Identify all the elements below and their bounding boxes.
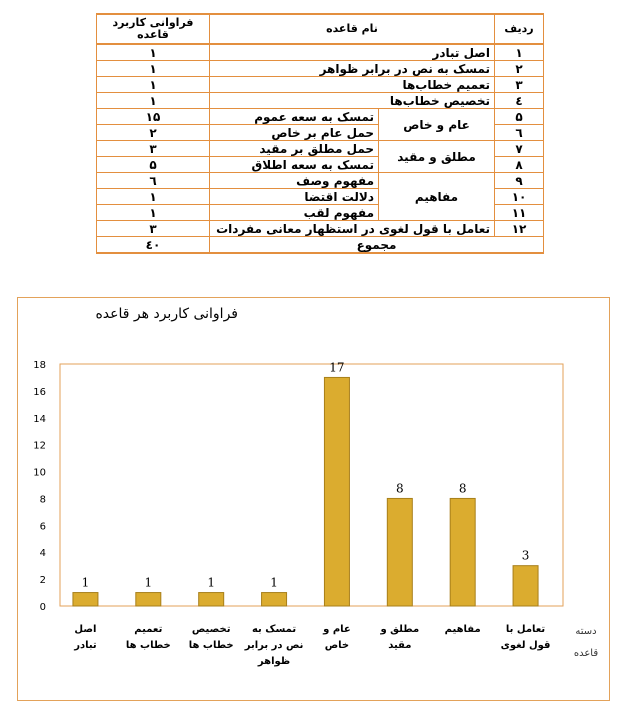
table-row [97, 109, 544, 125]
x-category-label: خطاب ها [188, 640, 234, 651]
y-tick-label: 12 [33, 440, 46, 452]
bar-value-label: 1 [270, 575, 278, 590]
table-row [97, 61, 544, 77]
y-tick-label: 6 [39, 521, 46, 533]
rule-frequency: ٦ [97, 173, 210, 189]
row-number: ۱۱ [495, 205, 544, 221]
x-category-label: تمسک به [251, 624, 297, 635]
table-row [97, 141, 544, 157]
x-category-label: عام و [323, 624, 351, 635]
bar [136, 593, 161, 606]
x-category-label: اصل [74, 624, 97, 635]
row-number: ۹ [495, 173, 544, 189]
rule-name: تخصیص خطاب‌ها [210, 93, 495, 109]
rule-name: تعامل با قول لغوی در استظهار معانی مفردات [210, 221, 495, 237]
row-category: عام و خاص [379, 109, 495, 141]
total-label: مجموع [210, 237, 544, 254]
x-category-label: مطلق و [380, 624, 420, 635]
rule-name: تمسک به نص در برابر ظواهر [210, 61, 495, 77]
rule-frequency: ۱ [97, 44, 210, 61]
rule-frequency: ۱۵ [97, 109, 210, 125]
bar [262, 593, 287, 606]
y-tick-label: 8 [39, 494, 46, 506]
header-frequency: فراوانی کاربرد قاعده [97, 14, 210, 44]
bar [513, 566, 538, 606]
x-category-label: خاص [324, 640, 350, 651]
rule-name: حمل عام بر خاص [210, 125, 379, 141]
row-number: ٤ [495, 93, 544, 109]
bar-value-label: 17 [329, 360, 345, 375]
bar-value-label: 1 [207, 575, 216, 590]
bar-value-label: 8 [395, 481, 404, 496]
rule-name: تمسک به سعه عموم [210, 109, 379, 125]
rule-name: تمسک به سعه اطلاق [210, 157, 379, 173]
row-number: ۵ [495, 109, 544, 125]
row-category: مفاهیم [379, 173, 495, 221]
bar-chart [18, 298, 611, 702]
table-row [97, 44, 544, 61]
row-number: ۲ [495, 61, 544, 77]
bar-value-label: 3 [521, 548, 530, 563]
row-number: ۱۰ [495, 189, 544, 205]
chart-title: فراوانی کاربرد هر قاعده [95, 306, 238, 322]
row-number: ۱۲ [495, 221, 544, 237]
rule-frequency: ۱ [97, 189, 210, 205]
plot-area [60, 364, 563, 606]
bar [324, 377, 349, 606]
x-category-label: قول لغوی [500, 640, 551, 651]
row-number: ۷ [495, 141, 544, 157]
x-category-label: مفاهیم [444, 624, 481, 635]
y-tick-label: 16 [33, 386, 46, 398]
rule-name: دلالت اقتضا [210, 189, 379, 205]
rule-frequency: ۱ [97, 61, 210, 77]
bar-value-label: 1 [144, 575, 153, 590]
row-number: ۳ [495, 77, 544, 93]
bar [387, 498, 412, 606]
x-category-label: تخصیص [191, 624, 231, 635]
table-row [97, 93, 544, 109]
rule-frequency: ۳ [97, 141, 210, 157]
x-category-label: نص در برابر [244, 640, 304, 651]
header-row-no: ردیف [495, 14, 544, 44]
x-category-label: ظواهر [257, 656, 291, 667]
bar [199, 593, 224, 606]
bar-value-label: 1 [81, 575, 90, 590]
row-number: ۸ [495, 157, 544, 173]
bar [450, 498, 475, 606]
chart-frame [17, 297, 610, 701]
x-category-label: مقید [388, 640, 412, 651]
rule-name: مفهوم لقب [210, 205, 379, 221]
header-rule-name: نام قاعده [210, 14, 495, 44]
row-category: مطلق و مقید [379, 141, 495, 173]
x-category-label: تبادر [74, 640, 97, 651]
y-tick-label: 10 [33, 467, 46, 479]
x-category-label: تعامل با [505, 624, 546, 635]
y-tick-label: 0 [39, 602, 46, 613]
rule-frequency: ۳ [97, 221, 210, 237]
x-axis-title: قاعده [573, 648, 599, 659]
rule-frequency: ۵ [97, 157, 210, 173]
y-tick-label: 14 [33, 413, 46, 425]
rule-frequency: ۲ [97, 125, 210, 141]
total-value: ٤۰ [97, 237, 210, 254]
y-tick-label: 2 [39, 575, 46, 587]
rule-frequency: ۱ [97, 205, 210, 221]
y-tick-label: 18 [33, 360, 46, 371]
rule-name: مفهوم وصف [210, 173, 379, 189]
bar-value-label: 8 [458, 481, 467, 496]
bar [73, 593, 98, 606]
rule-name: تعمیم خطاب‌ها [210, 77, 495, 93]
row-number: ۱ [495, 44, 544, 61]
y-tick-label: 4 [39, 548, 46, 560]
x-category-label: خطاب ها [125, 640, 171, 651]
row-number: ٦ [495, 125, 544, 141]
rule-name: اصل تبادر [210, 44, 495, 61]
x-category-label: تعمیم [134, 624, 163, 635]
rule-frequency: ۱ [97, 93, 210, 109]
rules-table [96, 13, 544, 254]
table-row [97, 221, 544, 237]
total-row [97, 237, 544, 254]
x-axis-title: دسته [575, 626, 597, 637]
rule-name: حمل مطلق بر مقید [210, 141, 379, 157]
table-row [97, 173, 544, 189]
table-header-row [97, 14, 544, 44]
table-row [97, 77, 544, 93]
rule-frequency: ۱ [97, 77, 210, 93]
